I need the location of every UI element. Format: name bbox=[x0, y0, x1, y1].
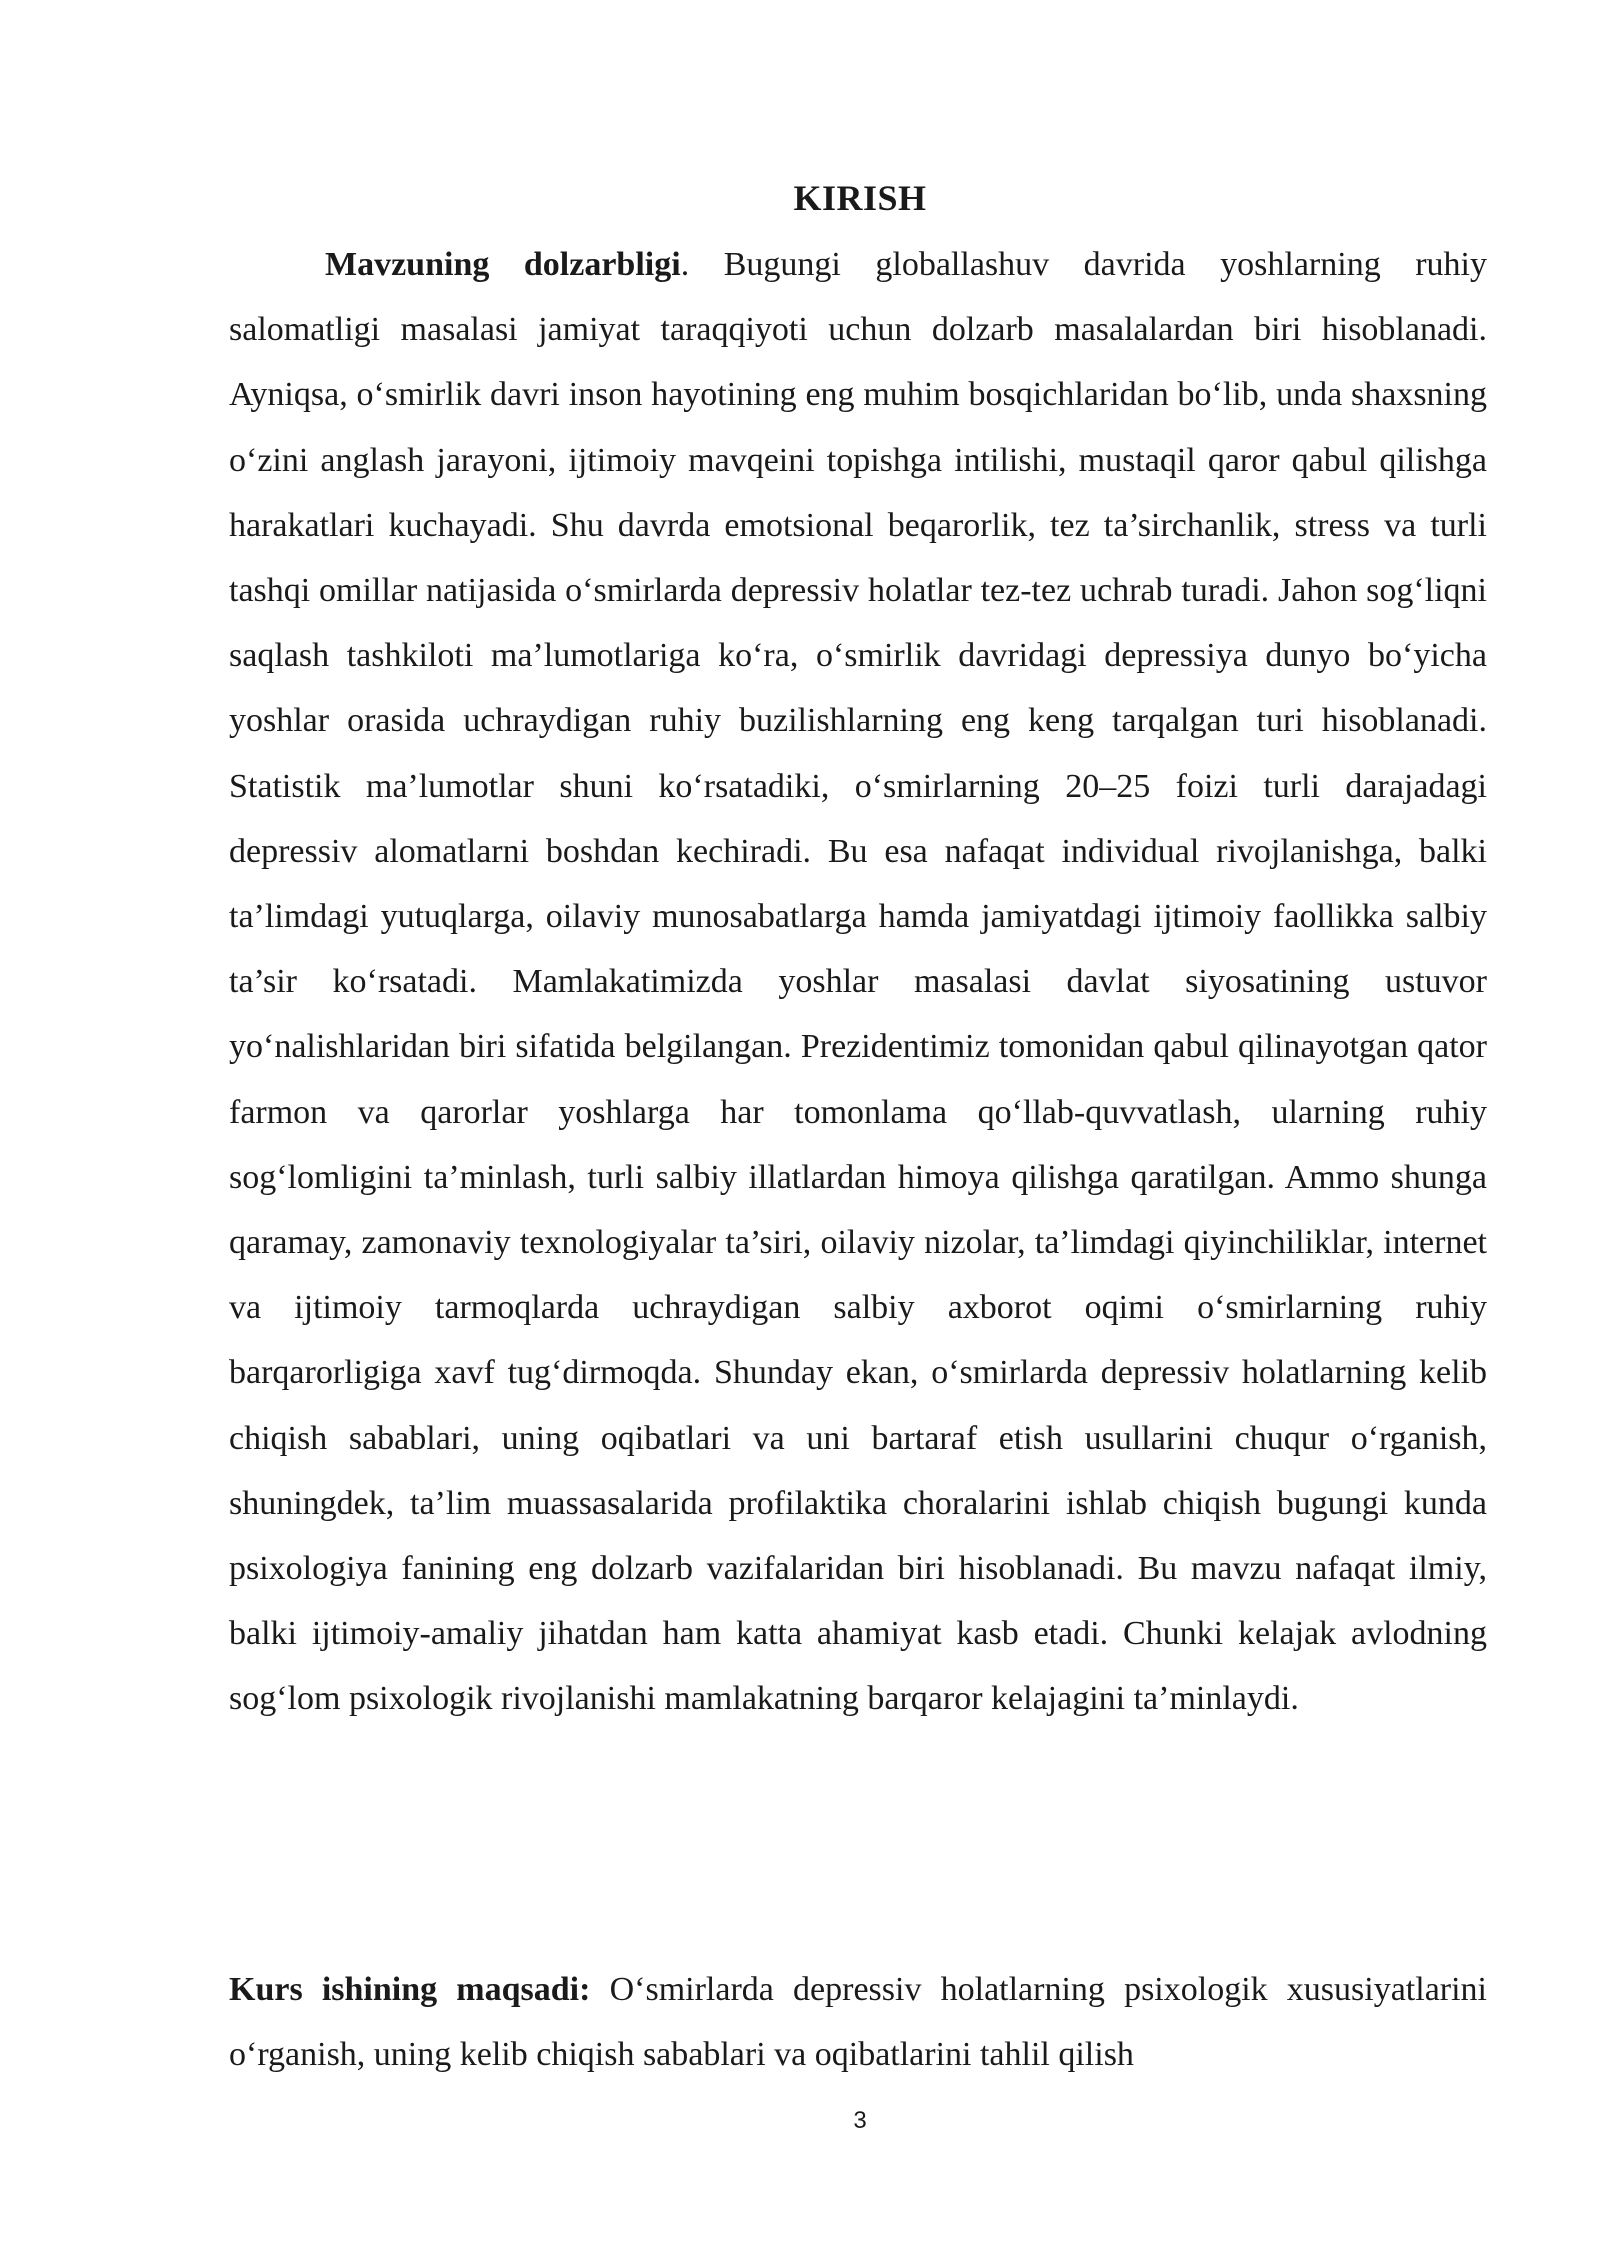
paragraph-relevance-text: . Bugungi globallashuv davrida yoshlarning ruhiy salomatligi masalasi jamiyat taraqqiyoti uchun dolzarb masalalardan biri hisoblanadi. Ayniqsa, o‘smirlik davri inson hayotining eng muhim bosqichlaridan bo‘lib, unda shaxsning o‘zini anglash jarayoni, ijtimoiy mavqeini topishga intilishi, mustaqil qaror qabul qilishga harakatlari kuchayadi. Shu davrda emotsional beqarorlik, tez ta’sirchanlik, stress va turli tashqi omillar natijasida o‘smirlarda depressiv holatlar tez-tez uchrab turadi. Jahon sog‘liqni saqlash tashkiloti ma’lumotlariga ko‘ra, o‘smirlik davridagi depressiya dunyo bo‘yicha yoshlar orasida uchraydigan ruhiy buzilishlarning eng keng tarqalgan turi hisoblanadi. Statistik ma’lumotlar shuni ko‘rsatadiki, o‘smirlarning 20–25 foizi turli darajadagi depressiv alomatlarni boshdan kechiradi. Bu esa nafaqat individual rivojlanishga, balki ta’limdagi yutuqlarga, oilaviy munosabatlarga hamda jamiyatdagi ijtimoiy faollikka salbiy ta’sir ko‘rsatadi. Mamlakatimizda yoshlar masalasi davlat siyosatining ustuvor yo‘nalishlaridan biri sifatida belgilangan. Prezidentimiz tomonidan qabul qilinayotgan qator farmon va qarorlar yoshlarga har tomonlama qo‘llab-quvvatlash, ularning ruhiy sog‘lomligini ta’minlash, turli salbiy illatlardan himoya qilishga qaratilgan. Ammo shunga qaramay, zamonaviy texnologiyalar ta’siri, oilaviy nizolar, ta’limdagi qiyinchiliklar, internet va ijtimoiy tarmoqlarda uchraydigan salbiy axborot oqimi o‘smirlarning ruhiy barqarorligiga xavf tug‘dirmoqda. Shunday ekan, o‘smirlarda depressiv holatlarning kelib chiqish sabablari, uning oqibatlari va uni bartaraf etish usullarini chuqur o‘rganish, shuningdek, ta’lim muassasalarida profilaktika choralarini ishlab chiqish bugungi kunda psixologiya fanining eng dolzarb vazifalaridan biri hisoblanadi. Bu mavzu nafaqat ilmiy, balki ijtimoiy-amaliy jihatdan ham katta ahamiyat kasb etadi. Chunki kelajak avlodning sog‘lom psixologik rivojlanishi mamlakatning barqaror kelajagini ta’minlaydi. bbox=[229, 246, 1488, 1718]
paragraph-goal-text: O‘smirlarda depressiv holatlarning psixologik xususiyatlarini o‘rganish, uning kelib chiqish sabablari va oqibatlarini tahlil qilish bbox=[229, 1971, 1487, 2074]
paragraph-relevance bbox=[229, 232, 1487, 1732]
page-number: 3 bbox=[853, 2107, 867, 2134]
paragraph-goal bbox=[229, 1957, 1487, 2087]
section-title: KIRISH bbox=[793, 178, 927, 219]
paragraph-goal-lead: Kurs ishining maqsadi: bbox=[229, 1971, 591, 2008]
paragraph-relevance-lead: Mavzuning dolzarbligi bbox=[325, 246, 681, 283]
